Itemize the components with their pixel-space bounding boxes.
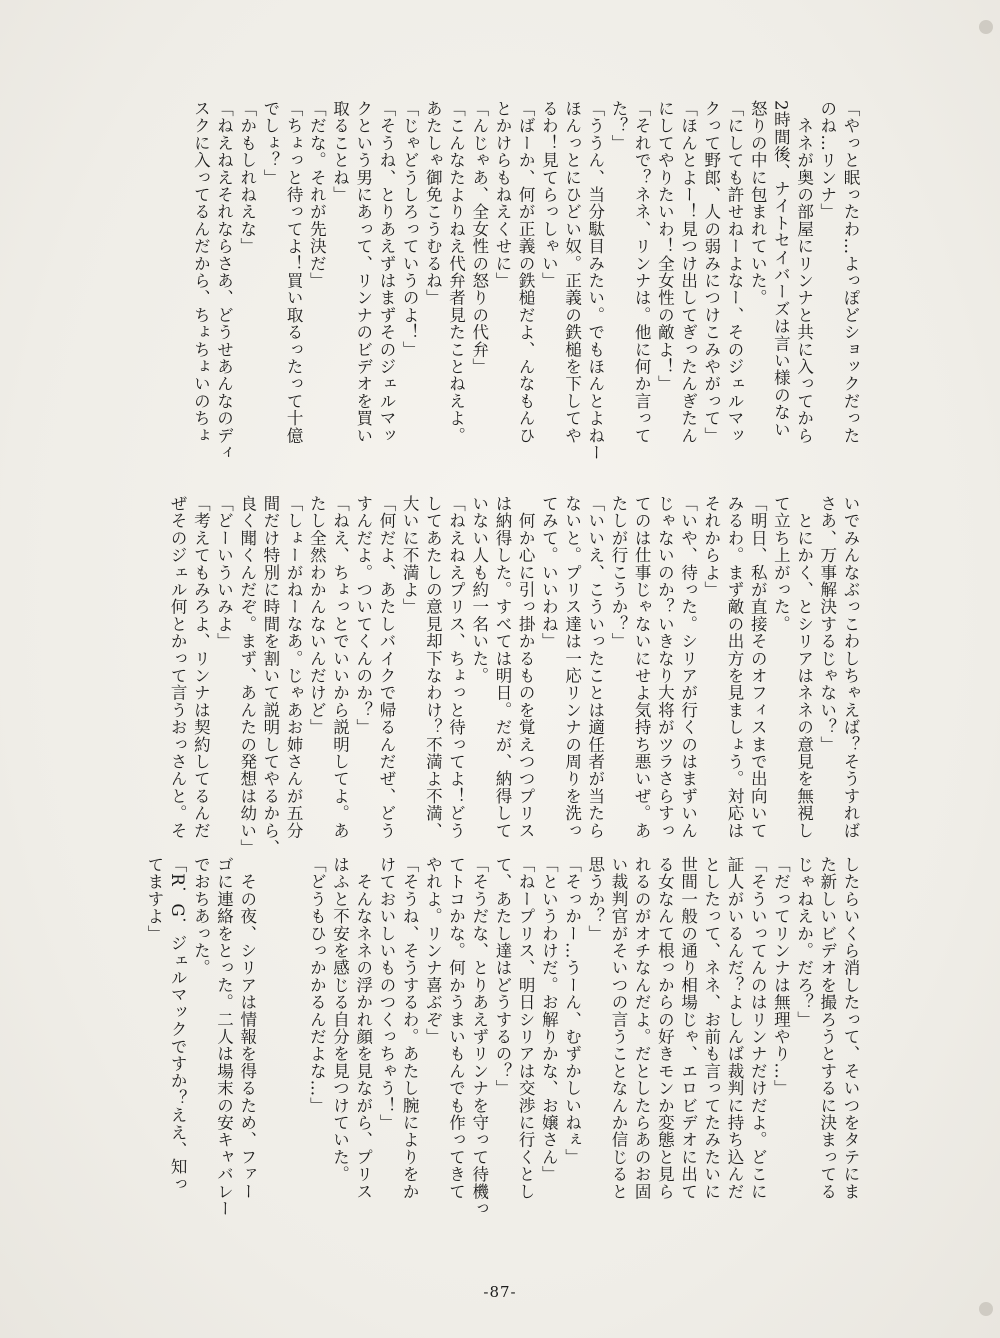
- text-line: て、あたし達はどうするの？」: [492, 856, 512, 1097]
- text-line: る女なんて根っからの好きモンか変態と見ら: [655, 856, 675, 1200]
- binding-hole: [979, 20, 993, 34]
- text-tier-top: [162, 100, 862, 475]
- text-line: とかけらもねえくせに」: [492, 100, 512, 290]
- text-line: のね…リンナ」: [817, 100, 837, 221]
- text-line: 世間一般の通り相場じゃ、エロビデオに出て: [678, 856, 698, 1200]
- text-line: 「考えてもみろよ、リンナは契約してるんだ: [191, 495, 211, 839]
- text-line: クという男にあって、リンナのビデオを買い: [353, 100, 373, 444]
- text-line: 「ほんとよー！見つけ出してぎったんぎたん: [678, 100, 698, 444]
- text-line: とにかく、とシリアはネネの意見を無視し: [794, 495, 814, 839]
- binding-hole: [979, 1302, 993, 1316]
- text-line: 何か心に引っ掛かるものを覚えつつプリス: [516, 495, 536, 839]
- text-line: 怒りの中に包まれていた。: [748, 100, 768, 307]
- text-line: 「何だよ、あたしバイクで帰るんだぜ、どう: [376, 495, 396, 839]
- text-line: [284, 856, 303, 873]
- text-line: 「やっと眠ったわ…よっぽどショックだった: [841, 100, 860, 444]
- text-line: ほんっとにひどい奴。正義の鉄槌を下してや: [562, 100, 582, 444]
- text-line: いない人も約一名いた。: [469, 495, 489, 685]
- text-tier-bottom: [144, 856, 862, 1251]
- text-line: い裁判官がそいつの言うことなんか信じると: [608, 856, 628, 1200]
- text-line: 「しょーがねーなあ。じゃあお姉さんが五分: [284, 495, 304, 839]
- text-line: みるわ。まず敵の出方を見ましょう。対応は: [724, 495, 744, 839]
- text-line: 「ねえ、ちょっとでいいから説明してよ。あ: [330, 495, 350, 839]
- text-line: そんなネネの浮かれ顔を見ながら、プリス: [353, 856, 373, 1200]
- page-number: -87-: [483, 1283, 517, 1301]
- text-line: やれよ。リンナ喜ぶぞ」: [423, 856, 443, 1046]
- text-line: 「そうね、そうするわ。あたし腕によりをか: [400, 856, 420, 1200]
- text-line: 「いや、待った。シリアが行くのはまずいん: [678, 495, 698, 839]
- text-tier-middle: [162, 495, 862, 883]
- text-line: はふと不安を感じる自分を見つけていた。: [330, 856, 350, 1183]
- text-line: 「いいえ、こういったことは適任者が当たら: [585, 495, 605, 839]
- text-line: 「ねえねえプリス、ちょっと待ってよ！どう: [446, 495, 466, 839]
- text-line: 「そうだな、とりあえずリンナを守って待機っ: [469, 856, 489, 1218]
- text-line: スクに入ってるんだから、ちょちょいのちょ: [191, 100, 211, 444]
- text-line: 「こんなたよりねえ代弁者見たことねえよ。: [446, 100, 466, 444]
- text-line: 「んじゃあ、全女性の怒りの代弁」: [469, 100, 489, 376]
- text-line: た？」: [608, 100, 628, 152]
- text-line: 「だってリンナは無理やり…」: [771, 856, 791, 1097]
- text-line: 「だな。それが先決だ」: [307, 100, 327, 290]
- text-line: けておいしいものつくっちゃう！」: [376, 856, 396, 1132]
- text-line: したらいくら消したって、そいつをタテにま: [841, 856, 860, 1200]
- text-line: 「そっかー…うーん、むずかしいねぇ」: [562, 856, 582, 1166]
- text-line: でしょ？」: [260, 100, 280, 186]
- text-line: 2時間後、ナイトセイバーズは言い様のない: [771, 100, 791, 438]
- text-line: にしてやりたいわ！全女性の敵よ！」: [655, 100, 675, 393]
- text-line: 「かもしれねえな」: [237, 100, 257, 255]
- text-line: 取ることね」: [330, 100, 350, 204]
- text-line: クって野郎、人の弱みにつけこみやがって」: [701, 100, 721, 444]
- text-line: 良く聞くんだぞ。まず、あんたの発想は幼い」: [237, 495, 257, 857]
- text-line: は納得した。すべては明日。だが、納得して: [492, 495, 512, 839]
- text-line: 「ねープリス、明日シリアは交渉に行くとし: [516, 856, 536, 1200]
- text-line: その夜、シリアは情報を得るため、ファー: [237, 856, 257, 1200]
- text-line: それからよ」: [701, 495, 721, 599]
- text-line: 「どーいういみよ」: [214, 495, 234, 650]
- text-line: てトコかな。何かうまいもんでも作ってきて: [446, 856, 466, 1200]
- text-line: 「ちょっと待ってよ！買い取るったって十億: [284, 100, 304, 444]
- text-line: [261, 856, 280, 873]
- text-line: 「ねえねえそれならさあ、どうせあんなのディ: [214, 100, 234, 462]
- text-line: たし全然わかんないんだけど」: [307, 495, 327, 736]
- text-line: さあ、万事解決するじゃない？」: [817, 495, 837, 753]
- text-line: 「明日、私が直接そのオフィスまで出向いて: [748, 495, 768, 839]
- text-line: 「それで？ネネ、リンナは。他に何か言って: [632, 100, 652, 444]
- text-line: あたしゃ御免こうむるね」: [423, 100, 443, 307]
- text-line: してあたしの意見却下なわけ？不満よ不満、: [423, 495, 443, 839]
- text-line: た新しいビデオを撮ろうとするに決まってる: [817, 856, 837, 1200]
- text-line: て立ち上がった。: [771, 495, 791, 633]
- text-line: 「どうもひっかかるんだよな…」: [307, 856, 327, 1114]
- text-line: 「にしても許せねーよなー、そのジェルマッ: [724, 100, 744, 444]
- text-line: たしが行こうか？」: [608, 495, 628, 650]
- text-line: いでみんなぶっこわしちゃえば？そうすれば: [841, 495, 860, 839]
- text-line: じゃねえか。だろ？」: [794, 856, 814, 1028]
- text-line: 「ううん、当分駄目みたい。でもほんとよねー: [585, 100, 605, 462]
- text-line: 「ばーか、何が正義の鉄槌だよ、んなもんひ: [516, 100, 536, 444]
- text-line: れるのがオチなんだよ。だとしたらあのお固: [632, 856, 652, 1200]
- text-line: てみて。いいわね」: [539, 495, 559, 650]
- text-line: ないと。プリス達は一応リンナの周りを洗っ: [562, 495, 582, 839]
- text-line: すんだよ。ついてくんのか？」: [353, 495, 373, 736]
- text-line: 思うか？」: [585, 856, 605, 942]
- text-line: ネネが奥の部屋にリンナと共に入ってから: [794, 100, 814, 444]
- text-line: でおちあった。: [191, 856, 211, 977]
- text-line: としたって、ネネ、お前も言ってたみたいに: [701, 856, 721, 1200]
- text-line: 「R．G．ジェルマックですか？ええ、知っ: [168, 856, 188, 1193]
- text-line: るわ！見てらっしゃい」: [539, 100, 559, 290]
- text-line: じゃないのか？いきなり大将がツラさらすっ: [655, 495, 675, 839]
- text-line: 「というわけだ。お解りかな、お嬢さん」: [539, 856, 559, 1183]
- text-line: 「そういってんのはリンナだけだよ。どこに: [748, 856, 768, 1200]
- text-line: 大いに不満よ」: [400, 495, 420, 616]
- text-line: 「じゃどうしろっていうのよ！」: [400, 100, 420, 358]
- text-line: てますよ」: [144, 856, 164, 942]
- text-line: 「そうね、とりあえずはまずそのジェルマッ: [376, 100, 396, 444]
- text-line: ぜそのジェル何とかって言うおっさんと。そ: [168, 495, 188, 839]
- text-line: てのは仕事じゃないにせよ気持ち悪いぜ。あ: [632, 495, 652, 839]
- text-line: 間だけ特別に時間を割いて説明してやるから、: [260, 495, 280, 857]
- text-line: ゴに連絡をとった。二人は場末の安キャバレー: [214, 856, 234, 1218]
- text-line: 証人がいるんだ？よしんば裁判に持ち込んだ: [724, 856, 744, 1200]
